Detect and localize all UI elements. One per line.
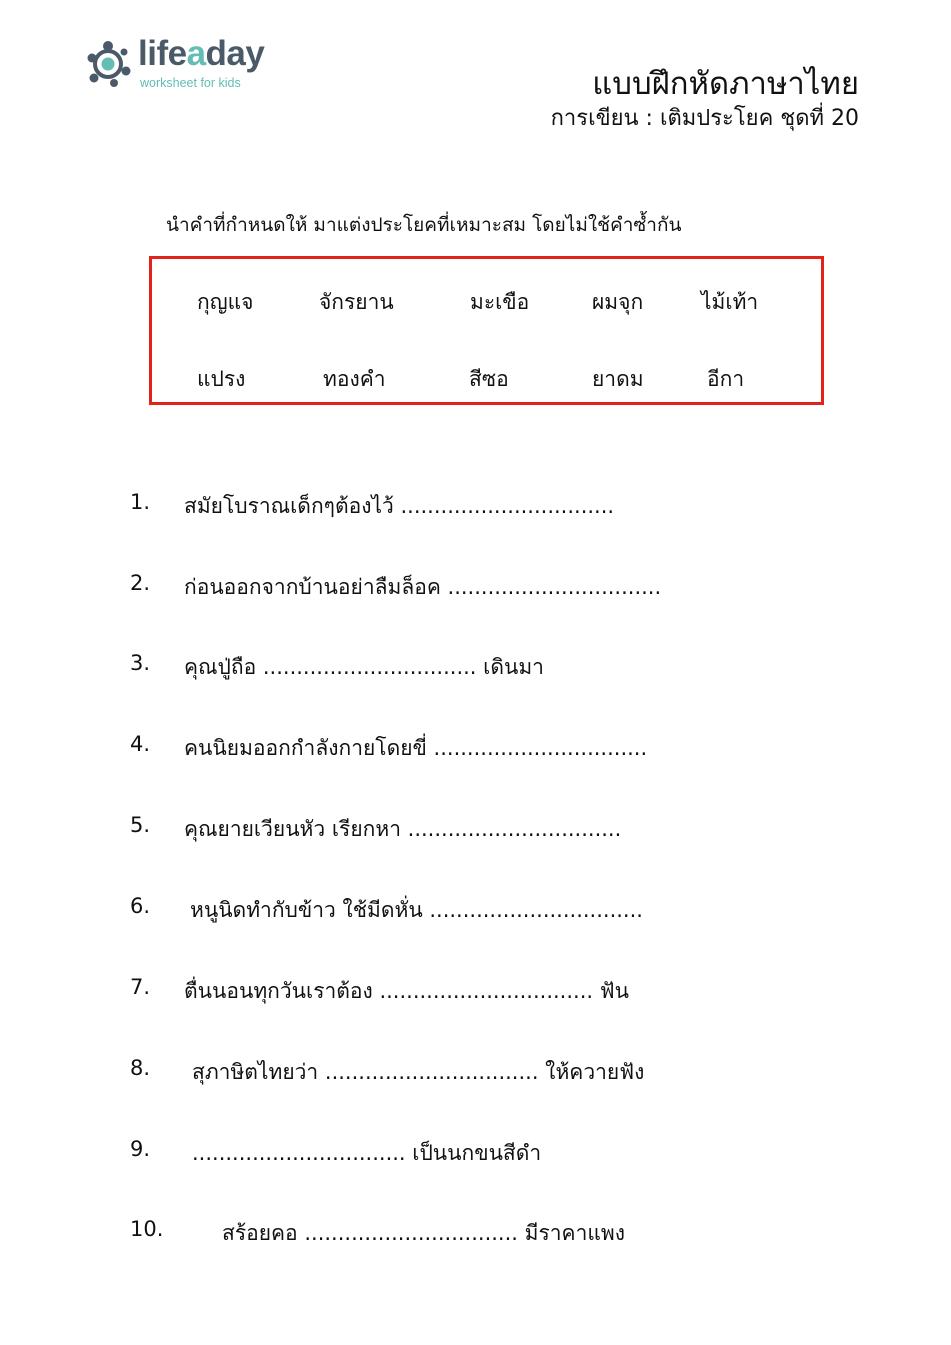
question-number: 1.	[130, 490, 151, 514]
word-bank-item: อีกา	[707, 367, 745, 391]
word-bank-box	[149, 256, 824, 405]
word-bank-item: ผมจุก	[592, 290, 644, 314]
word-bank-item: แปรง	[197, 367, 246, 391]
logo-molecule-icon	[84, 38, 136, 90]
question-text: ก่อนออกจากบ้านอย่าลืมล็อค ................................	[184, 575, 662, 599]
question-number: 8.	[130, 1056, 151, 1080]
word-bank-item: ทองคำ	[323, 367, 386, 391]
question-number: 6.	[130, 894, 151, 918]
question-number: 9.	[130, 1137, 151, 1161]
brand-tagline: worksheet for kids	[140, 76, 241, 90]
question-number: 7.	[130, 975, 151, 999]
word-bank-item: กุญแจ	[197, 290, 254, 314]
question-number: 4.	[130, 732, 151, 756]
question-text: สร้อยคอ ................................ มีราคาแพง	[222, 1221, 626, 1245]
question-text: สุภาษิตไทยว่า ................................ ให้ควายฟัง	[192, 1060, 645, 1084]
brand-name: lifeaday	[138, 34, 265, 73]
page-subtitle: การเขียน : เติมประโยค ชุดที่ 20	[550, 106, 859, 131]
instruction-text: นำคำที่กำหนดให้ มาแต่งประโยคที่เหมาะสม โดยไม่ใช้คำซ้ำกัน	[166, 214, 682, 236]
question-text: ................................ เป็นนกขนสีดำ	[192, 1141, 542, 1165]
question-text: หนูนิดทำกับข้าว ใช้มีดหั่น ................................	[190, 898, 643, 922]
question-number: 2.	[130, 571, 151, 595]
word-bank-item: มะเขือ	[470, 290, 530, 314]
question-number: 3.	[130, 651, 151, 675]
word-bank-item: สีซอ	[469, 367, 509, 391]
question-number: 10.	[130, 1217, 164, 1241]
word-bank-item: จักรยาน	[319, 290, 394, 314]
word-bank-item: ไม้เท้า	[701, 290, 759, 314]
question-text: คุณปู่ถือ ................................ เดินมา	[184, 655, 544, 679]
question-text: สมัยโบราณเด็กๆต้องไว้ ................................	[184, 494, 615, 518]
question-text: ตื่นนอนทุกวันเราต้อง ................................ ฟัน	[184, 979, 629, 1003]
page-title: แบบฝึกหัดภาษาไทย	[592, 66, 859, 102]
question-number: 5.	[130, 813, 151, 837]
word-bank-item: ยาดม	[592, 367, 644, 391]
question-text: คุณยายเวียนหัว เรียกหา ................................	[184, 817, 622, 841]
question-text: คนนิยมออกกำลังกายโดยขี่ ................................	[184, 736, 648, 760]
brand-logo	[84, 36, 284, 96]
